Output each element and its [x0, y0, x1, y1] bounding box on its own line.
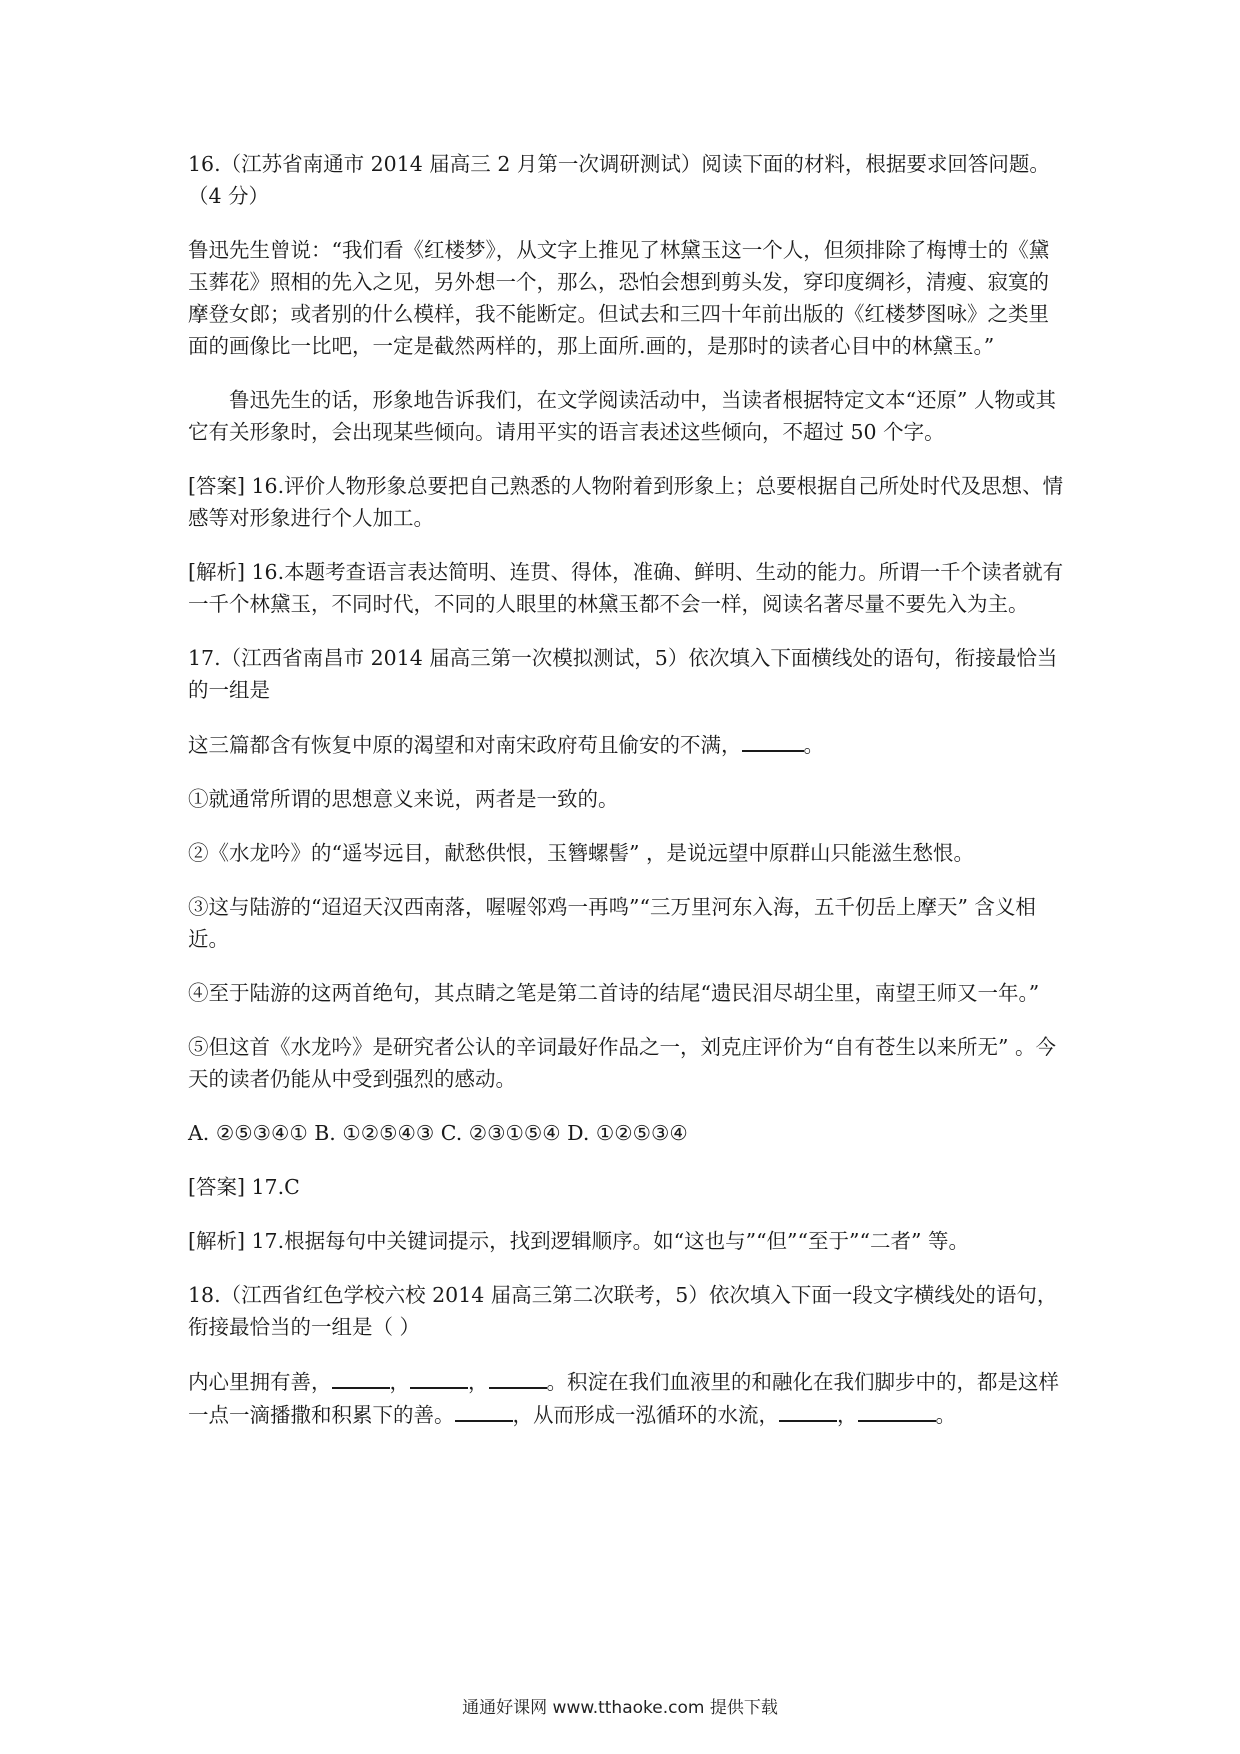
fill-blank — [779, 1398, 837, 1422]
fill-blank — [410, 1365, 468, 1389]
q16-question: 鲁迅先生的话，形象地告诉我们，在文学阅读活动中，当读者根据特定文本“还原” 人物或其它有关形象时，会出现某些倾向。请用平实的语言表述这些倾向，不超过 50 个字。 — [188, 388, 1056, 444]
q18-comma-1: ， — [389, 1370, 410, 1394]
q17-item-4: ④至于陆游的这两首绝句，其点睛之笔是第二首诗的结尾“遗民泪尽胡尘里，南望王师又一年。” — [188, 981, 1040, 1005]
document-body — [188, 148, 1068, 1453]
q17-header: 17.（江西省南昌市 2014 届高三第一次模拟测试，5）依次填入下面横线处的语句，衔接最恰当的一组是 — [188, 646, 1058, 702]
q18-comma-2: ， — [468, 1370, 489, 1394]
q17-item-5: ⑤但这首《水龙吟》是研究者公认的辛词最好作品之一，刘克庄评价为“自有苍生以来所无” 。今天的读者仍能从中受到强烈的感动。 — [188, 1035, 1056, 1091]
q17-item-1: ①就通常所谓的思想意义来说，两者是一致的。 — [188, 787, 619, 811]
fill-blank — [858, 1398, 936, 1422]
q17-item-3: ③这与陆游的“迢迢天汉西南落，喔喔邻鸡一再鸣”“三万里河东入海，五千仞岳上摩天” 含义相近。 — [188, 895, 1036, 951]
q18-comma-3: ， — [837, 1403, 858, 1427]
q17-answer: [答案] 17.C — [188, 1175, 300, 1199]
q18-header: 18.（江西省红色学校六校 2014 届高三第二次联考，5）依次填入下面一段文字横线处的语句，衔接最恰当的一组是（ ） — [188, 1283, 1058, 1339]
fill-blank — [489, 1365, 547, 1389]
q17-item-2: ②《水龙吟》的“遥岑远目，献愁供恨，玉簪螺髻” ，是说远望中原群山只能滋生愁恨。 — [188, 841, 974, 865]
q16-header: 16.（江苏省南通市 2014 届高三 2 月第一次调研测试）阅读下面的材料，根据要求回答问题。（4 分） — [188, 152, 1050, 208]
q17-options: A. ②⑤③④① B. ①②⑤④③ C. ②③①⑤④ D. ①②⑤③④ — [188, 1121, 688, 1145]
q17-analysis: [解析] 17.根据每句中关键词提示，找到逻辑顺序。如“这也与”“但”“至于”“二者” 等。 — [188, 1229, 969, 1253]
q17-stem-end: 。 — [803, 733, 824, 757]
q18-text-3: ，从而形成一泓循环的水流， — [512, 1403, 779, 1427]
fill-blank — [742, 728, 804, 752]
q16-answer: [答案] 16.评价人物形象总要把自己熟悉的人物附着到形象上；总要根据自己所处时代及思想、情感等对形象进行个人加工。 — [188, 474, 1064, 530]
q18-text-1: 内心里拥有善， — [188, 1370, 332, 1394]
page-footer: 通通好课网 www.tthaoke.com 提供下载 — [462, 1698, 778, 1718]
q16-analysis: [解析] 16.本题考查语言表达简明、连贯、得体，准确、鲜明、生动的能力。所谓一千个读者就有一千个林黛玉，不同时代，不同的人眼里的林黛玉都不会一样，阅读名著尽量不要先入为主。 — [188, 560, 1064, 616]
fill-blank — [455, 1398, 513, 1422]
q18-passage — [188, 1365, 1068, 1431]
q16-quote: 鲁迅先生曾说：“我们看《红楼梦》，从文字上推见了林黛玉这一个人，但须排除了梅博士的《黛玉葬花》照相的先入之见，另外想一个，那么，恐怕会想到剪头发，穿印度绸衫，清瘦、寂寞的摩登女郎；或者别的什么模样，我不能断定。但试去和三四十年前出版的《红楼梦图咏》之类里面的画像比一比吧，一定是截然两样的，那上面所.画的，是那时的读者心目中的林黛玉。” — [188, 238, 1050, 358]
q18-text-2: 。积淀在我们血液里的和融化在我们脚步中的，都是这样一点一滴播撒和积累下的善。 — [188, 1370, 1059, 1427]
fill-blank — [332, 1365, 390, 1389]
q17-stem-text: 这三篇都含有恢复中原的渴望和对南宋政府苟且偷安的不满， — [188, 733, 742, 757]
q17-stem — [188, 728, 1068, 761]
q18-end: 。 — [935, 1403, 956, 1427]
